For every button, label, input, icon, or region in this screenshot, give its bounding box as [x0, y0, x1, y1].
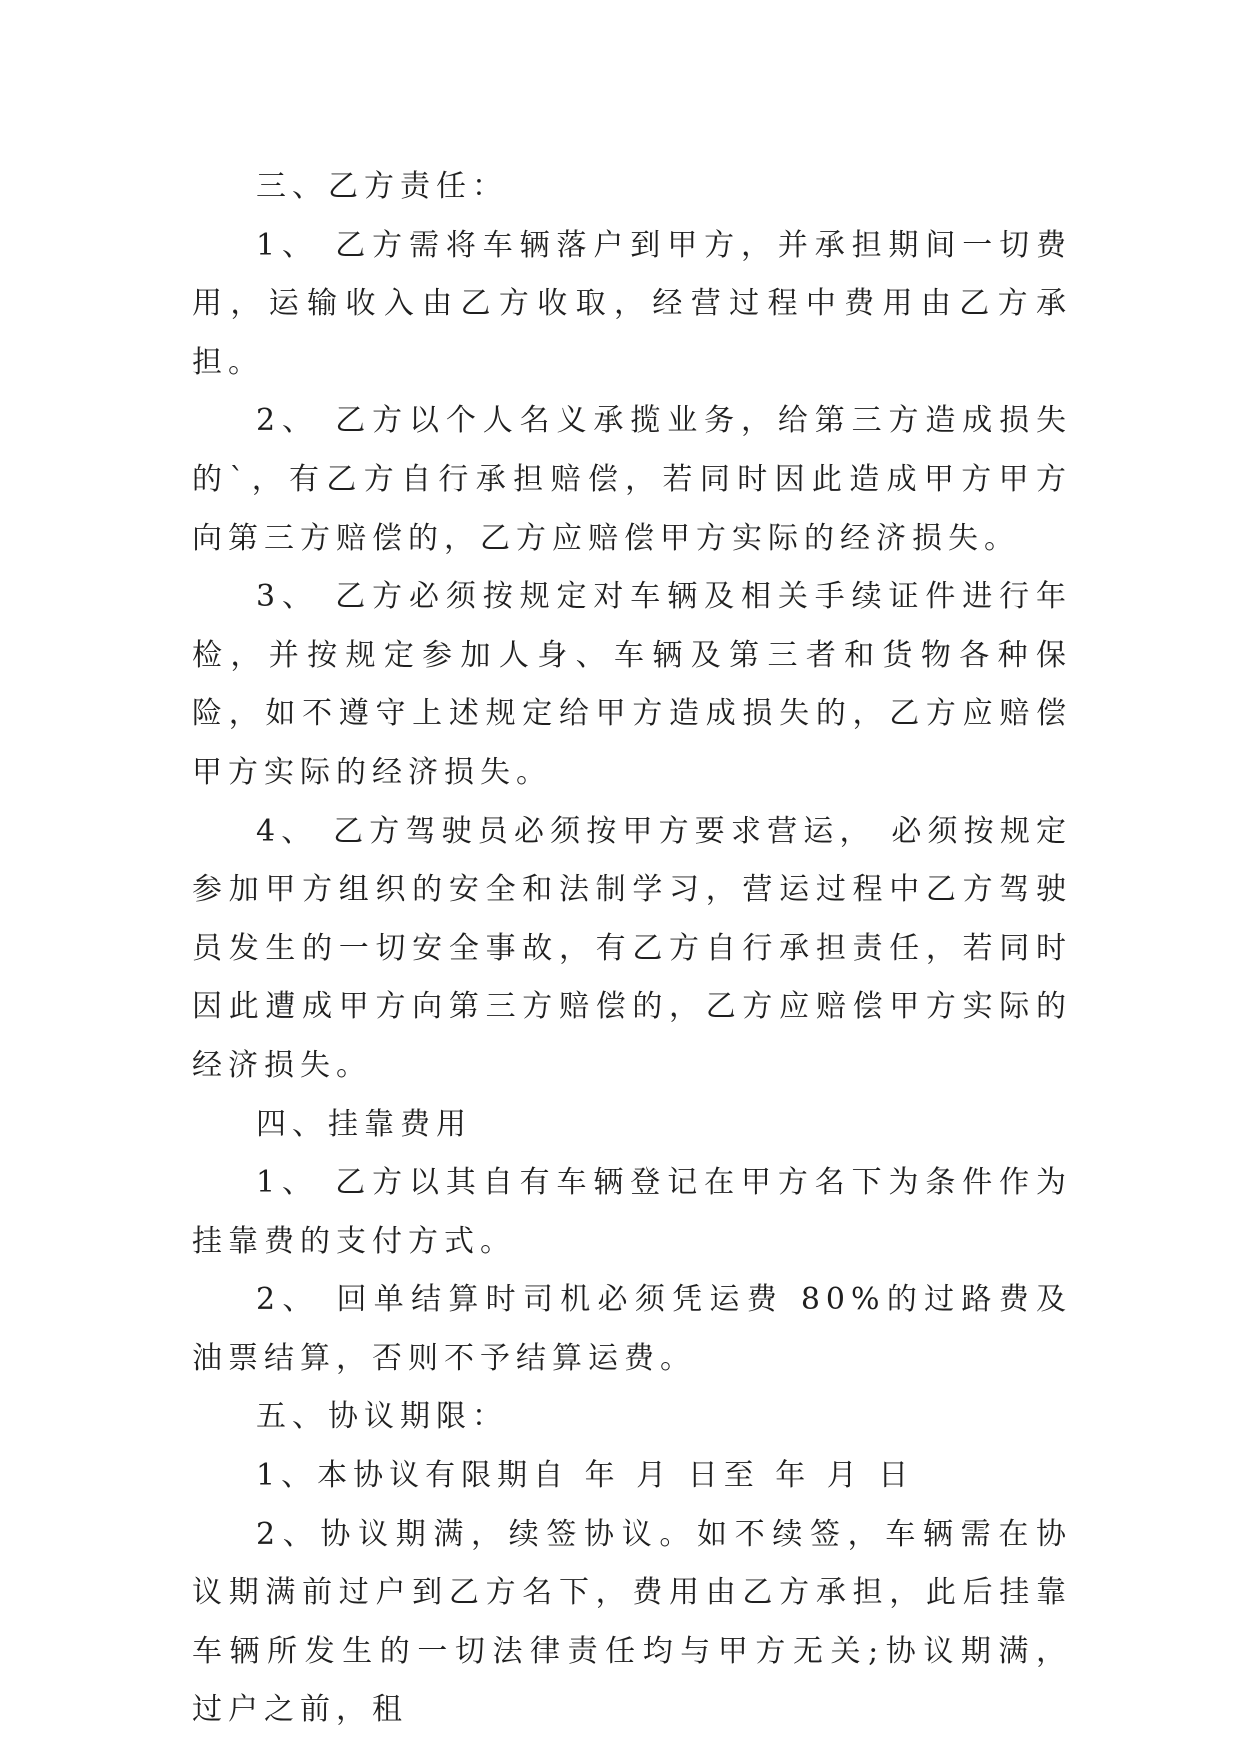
clause-4-2: 2、 回单结算时司机必须凭运费 80%的过路费及油票结算，否则不予结算运费。 — [192, 1282, 1072, 1376]
section-heading-4: 四、挂靠费用 — [256, 1106, 472, 1142]
clause-3-1: 1、 乙方需将车辆落户到甲方，并承担期间一切费用，运输收入由乙方收取，经营过程中费用由乙方承担。 — [192, 227, 1072, 380]
clause-3-3: 3、 乙方必须按规定对车辆及相关手续证件进行年检，并按规定参加人身、车辆及第三者和货物各种保险，如不遵守上述规定给甲方造成损失的，乙方应赔偿甲方实际的经济损失。 — [192, 579, 1072, 790]
clause-5-1: 1、本协议有限期自 年 月 日至 年 月 日 — [256, 1458, 915, 1494]
section-heading-5: 五、协议期限： — [256, 1399, 508, 1435]
clause-3-2: 2、 乙方以个人名义承揽业务，给第三方造成损失的`，有乙方自行承担赔偿，若同时因此造成甲方甲方向第三方赔偿的，乙方应赔偿甲方实际的经济损失。 — [192, 403, 1072, 556]
clause-4-1: 1、 乙方以其自有车辆登记在甲方名下为条件作为挂靠费的支付方式。 — [192, 1165, 1072, 1259]
section-heading-3: 三、乙方责任： — [256, 169, 508, 204]
clause-5-2: 2、协议期满，续签协议。如不续签，车辆需在协议期满前过户到乙方名下，费用由乙方承担，此后挂靠车辆所发生的一切法律责任均与甲方无关;协议期满，过户之前，租 — [192, 1516, 1072, 1728]
document-body — [192, 158, 1072, 1740]
clause-3-4: 4、 乙方驾驶员必须按甲方要求营运， 必须按规定参加甲方组织的安全和法制学习，营运过程中乙方驾驶员发生的一切安全事故，有乙方自行承担责任，若同时因此遭成甲方向第三方赔偿的，乙方应赔偿甲方实际的经济损失。 — [192, 813, 1072, 1083]
